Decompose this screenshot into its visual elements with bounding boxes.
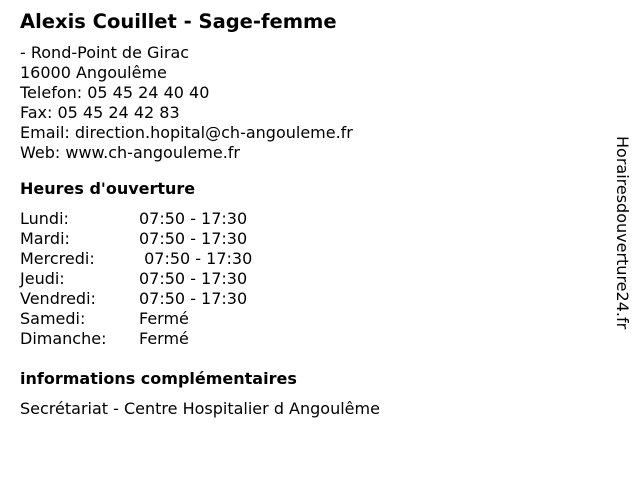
hours-row-mercredi: [20, 249, 600, 269]
email-line: Email: direction.hopital@ch-angouleme.fr: [20, 123, 353, 142]
address-line-2: 16000 Angoulême: [20, 63, 167, 82]
day-label: Vendredi:: [20, 289, 96, 308]
day-label: Lundi:: [20, 209, 69, 228]
phone-line: Telefon: 05 45 24 40 40: [20, 83, 210, 102]
hours-row-samedi: [20, 309, 600, 329]
time-value: Fermé: [139, 309, 189, 328]
day-label: Mardi:: [20, 229, 70, 248]
fax-line: Fax: 05 45 24 42 83: [20, 103, 180, 122]
hours-row-mardi: [20, 229, 600, 249]
day-label: Samedi:: [20, 309, 86, 328]
hours-row-lundi: [20, 209, 600, 229]
time-value: 07:50 - 17:30: [139, 209, 248, 228]
business-card: [20, 9, 600, 419]
business-title: Alexis Couillet - Sage-femme: [20, 10, 337, 33]
day-label: Dimanche:: [20, 329, 107, 348]
hours-table: [20, 209, 600, 349]
time-value: 07:50 - 17:30: [139, 269, 248, 288]
info-text: Secrétariat - Centre Hospitalier d Angoulême: [20, 399, 380, 418]
hours-row-dimanche: [20, 329, 600, 349]
time-value: 07:50 - 17:30: [139, 229, 248, 248]
time-value: 07:50 - 17:30: [139, 249, 253, 268]
time-value: 07:50 - 17:30: [139, 289, 248, 308]
address-line-1: - Rond-Point de Girac: [20, 43, 190, 62]
web-line: Web: www.ch-angouleme.fr: [20, 143, 240, 162]
info-heading: informations complémentaires: [20, 369, 297, 388]
time-value: Fermé: [139, 329, 189, 348]
day-label: Mercredi:: [20, 249, 95, 268]
hours-row-vendredi: [20, 289, 600, 309]
day-label: Jeudi:: [20, 269, 65, 288]
hours-heading: Heures d'ouverture: [20, 179, 196, 198]
contact-block: [20, 43, 600, 163]
hours-row-jeudi: [20, 269, 600, 289]
brand-watermark: Horairesdouverture24.fr: [613, 136, 632, 330]
